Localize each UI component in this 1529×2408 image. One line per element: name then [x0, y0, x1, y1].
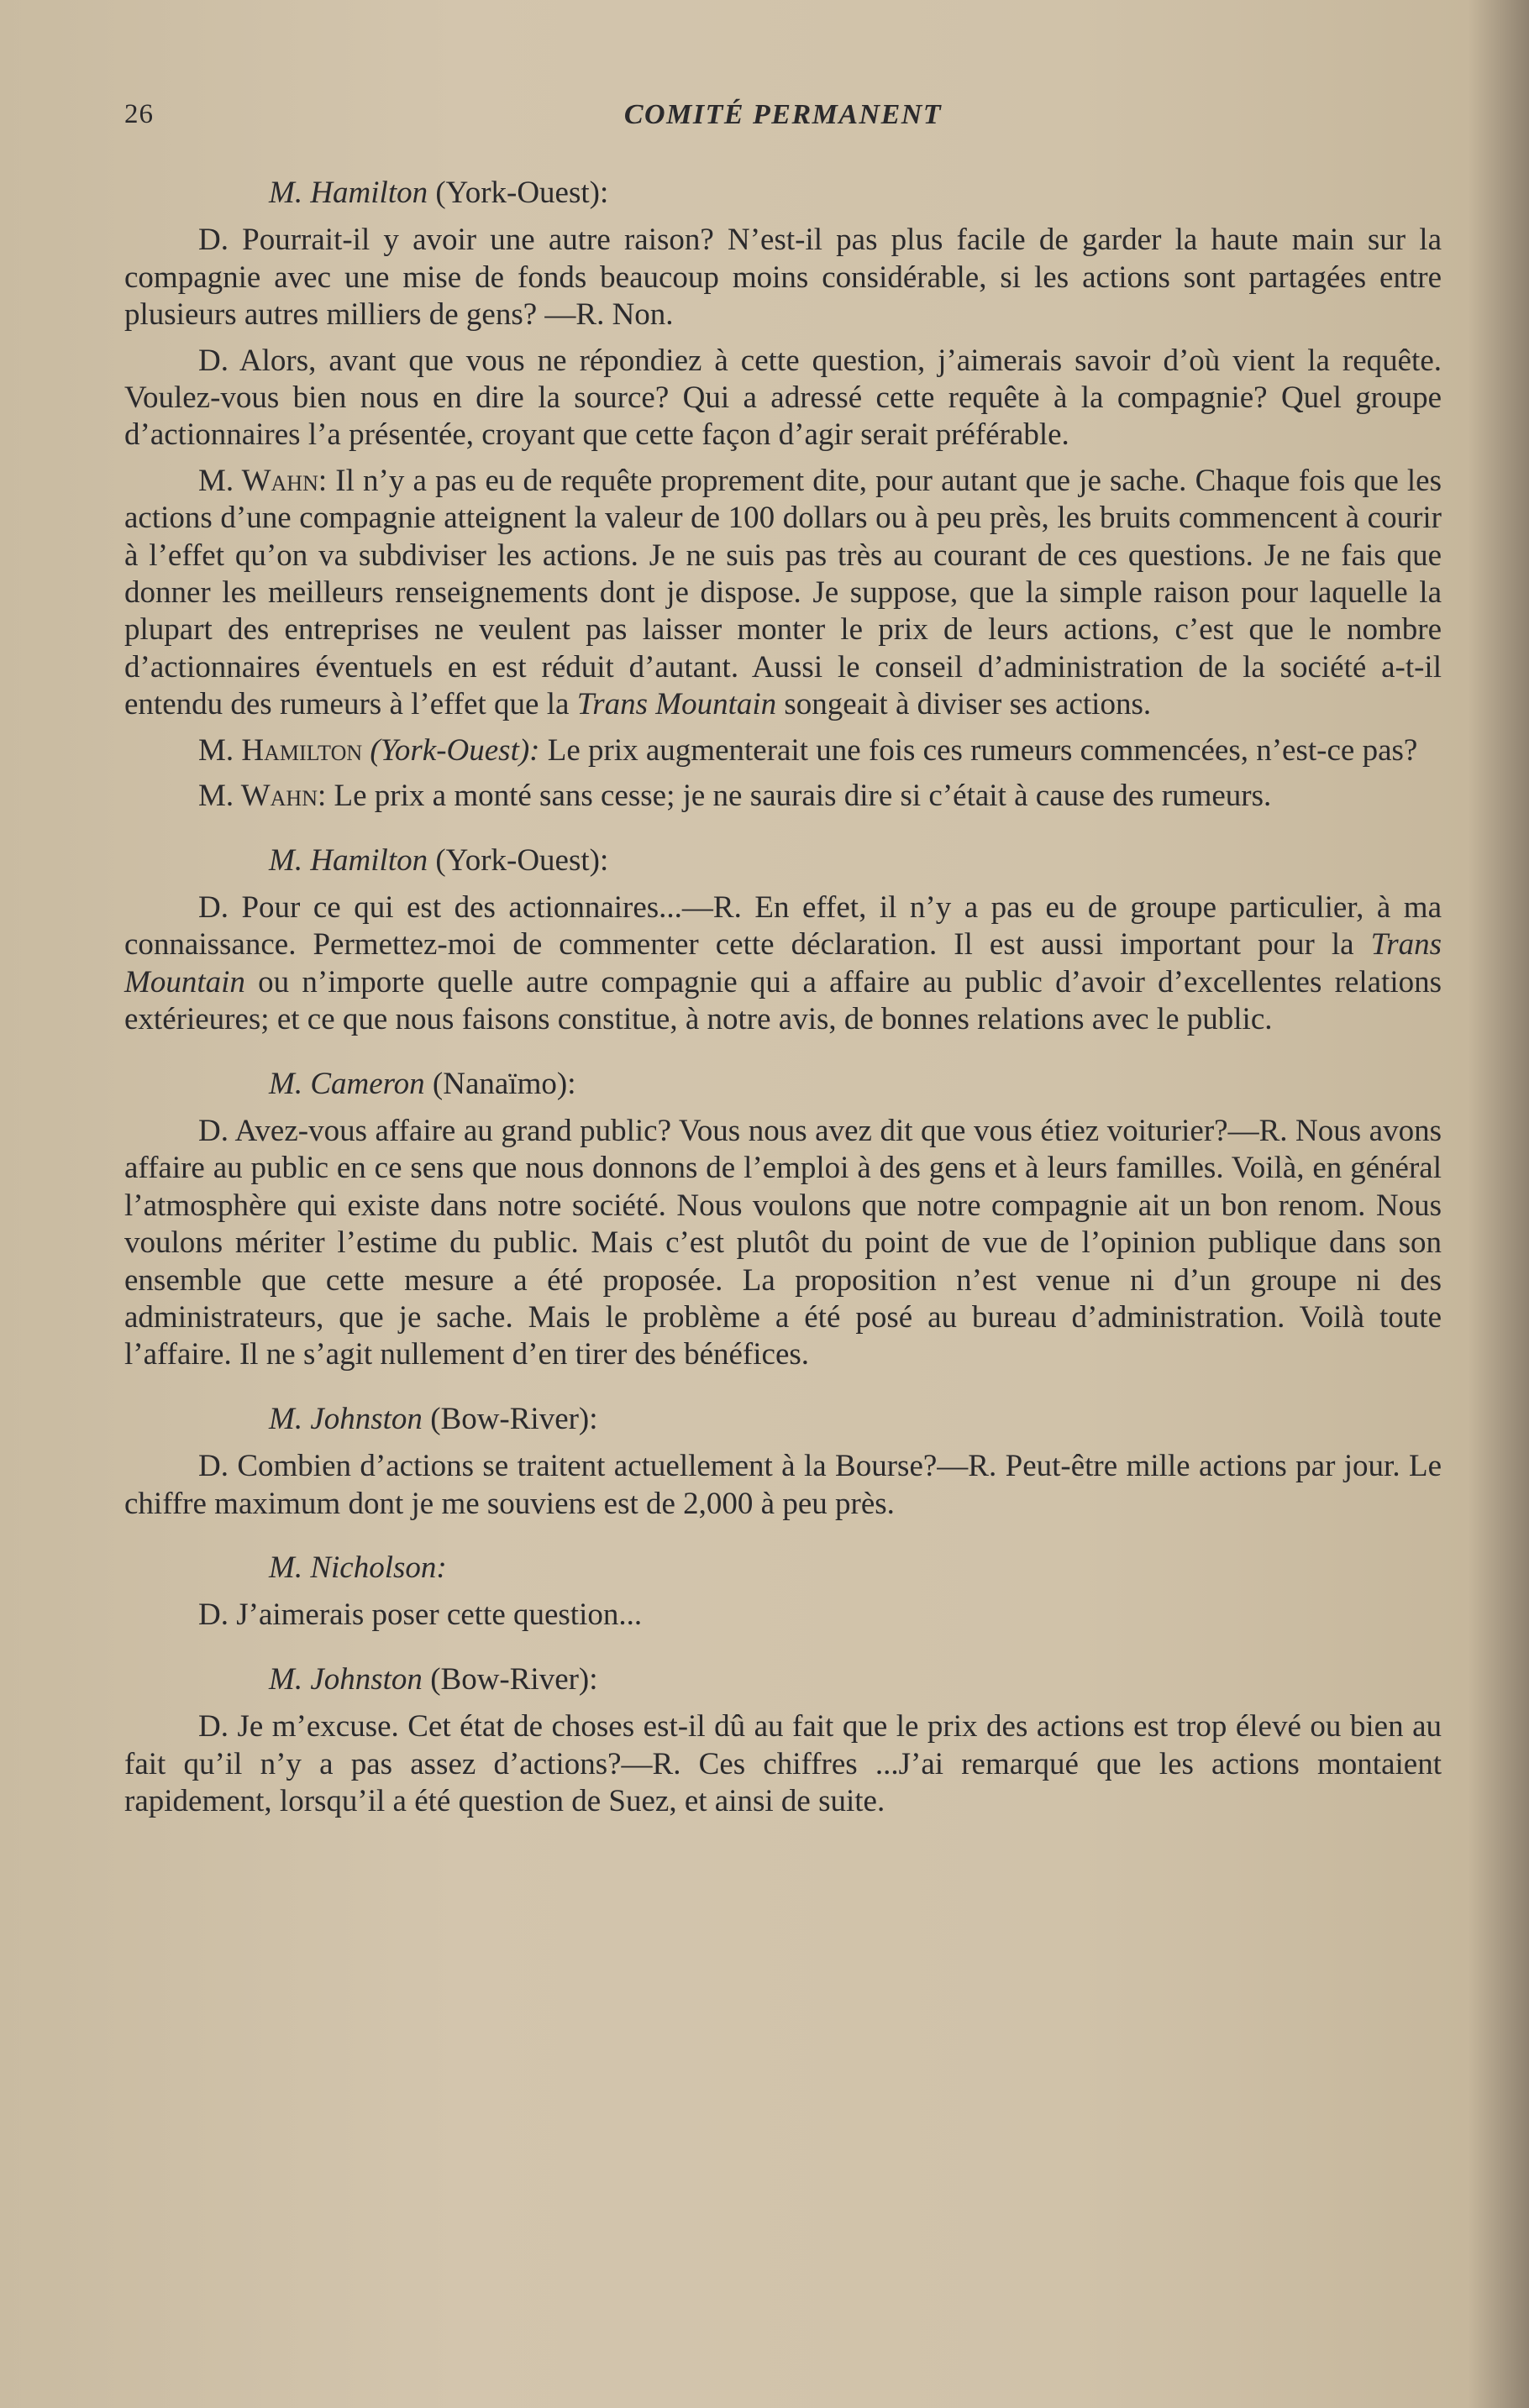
- speaker-name: M. Cameron: [269, 1066, 425, 1101]
- paragraph: D. Pourrait-il y avoir une autre raison? N’est-il pas plus facile de garder la haute main sur la compagnie avec une mise de fonds beaucoup moins considérable, si les actions sont partagées entre plusieurs autres milliers de gens? —R. Non.: [124, 223, 1442, 333]
- speaker-name: M. Johnston: [269, 1401, 423, 1436]
- speaker-riding: (Bow-River):: [430, 1661, 598, 1697]
- paragraph: D. Avez-vous affaire au grand public? Vous nous avez dit que vous étiez voiturier?—R. Nous avons affaire au public en ce sens que nous donnons de l’emploi à des gens et à leurs familles. Voilà, en général l’atmosphère qui existe dans notre société. Nous voulons que notre compagnie ait un bon renom. Nous voulons mériter l’estime du public. Mais c’est plutôt du point de vue de l’opinion publique dans son ensemble que cette mesure a été proposée. La proposition n’est venue ni d’un groupe ni des administrateurs, que je sache. Mais le problème a été posé au bureau d’administration. Voilà toute l’affaire. Il ne s’agit nullement d’en tirer des bénéfices.: [124, 1113, 1442, 1372]
- speaker-heading: [124, 842, 1442, 879]
- speaker-heading: [124, 1066, 1442, 1103]
- running-head: COMITÉ PERMANENT: [623, 99, 943, 130]
- page-header: [124, 99, 1442, 139]
- speaker-riding: (York-Ouest):: [370, 732, 540, 768]
- paragraph: D. Je m’excuse. Cet état de choses est-il dû au fait que le prix des actions est trop élevé ou bien au fait qu’il n’y a pas assez d’actions?—R. Ces chiffres ...J’ai remarqué que les actions montaient rapidement, lorsqu’il a été question de Suez, et ainsi de suite.: [124, 1709, 1442, 1819]
- speaker-riding: (Nanaïmo):: [432, 1066, 576, 1101]
- speaker-heading: [124, 1401, 1442, 1438]
- paragraph: [124, 732, 1442, 769]
- paragraph-text: Le prix augmenterait une fois ces rumeurs commencées, n’est-ce pas?: [547, 732, 1418, 768]
- paragraph: [124, 778, 1442, 815]
- paragraph-text: Il n’y a pas eu de requête proprement dite, pour autant que je sache. Chaque fois que les actions d’une compagnie atteignent la valeur de 100 dollars ou à peu près, les bruits commencent à courir à l’effet qu’on va subdiviser les actions. Je ne suis pas très au courant de ces questions. Je ne fais que donner les meilleurs renseignements dont je dispose. Je suppose, que la simple raison pour laquelle la plupart des entreprises ne veulent pas laisser monter le prix de leurs actions, c’est que le nombre d’actionnaires éventuels en est réduit d’autant. Aussi le conseil d’administration de la société a-t-il entendu des rumeurs à l’effet que la: [124, 463, 1442, 722]
- paragraph: D. J’aimerais poser cette question...: [198, 1597, 643, 1633]
- company-name: Trans Mountain: [576, 687, 777, 722]
- speaker-name: M. Hamilton: [269, 842, 428, 878]
- speaker-name: M. Wahn:: [198, 779, 327, 814]
- speaker-riding: (York-Ouest):: [435, 176, 609, 210]
- speaker-heading: [124, 175, 1442, 212]
- paragraph: D. Combien d’actions se traitent actuellement à la Bourse?—R. Peut-être mille actions par jour. Le chiffre maximum dont je me souviens est de 2,000 à peu près.: [124, 1449, 1442, 1521]
- speaker-name: M. Nicholson:: [269, 1550, 447, 1585]
- speaker-heading: [124, 1550, 1442, 1587]
- speaker-riding: (Bow-River):: [430, 1401, 598, 1436]
- page-number: 26: [124, 99, 154, 129]
- company-name: Trans Mountain: [124, 927, 1442, 999]
- speaker-name: M. Hamilton: [198, 732, 363, 768]
- speaker-heading: [124, 1661, 1442, 1698]
- paragraph-text: D. Pour ce qui est des actionnaires...—R. En effet, il n’y a pas eu de groupe particulier, à ma connaissance. Permettez-moi de commenter cette déclaration. Il est aussi important pour la: [124, 889, 1442, 963]
- paragraph: D. Alors, avant que vous ne répondiez à cette question, j’aimerais savoir d’où vient la requête. Voulez-vous bien nous en dire la source? Qui a adressé cette requête à la compagnie? Quel groupe d’actionnaires l’a présentée, croyant que cette façon d’agir serait préférable.: [124, 343, 1442, 453]
- paragraph-text: Le prix a monté sans cesse; je ne saurais dire si c’était à cause des rumeurs.: [334, 779, 1272, 814]
- paragraph: [124, 463, 1442, 724]
- speaker-name: M. Hamilton: [269, 176, 428, 210]
- speaker-name: M. Wahn:: [198, 463, 328, 498]
- speaker-name: M. Johnston: [269, 1661, 423, 1697]
- speaker-riding: (York-Ouest):: [435, 842, 609, 878]
- paragraph-text: ou n’importe quelle autre compagnie qui a affaire au public d’avoir d’excellentes relations extérieures; et ce que nous faisons constitue, à notre avis, de bonnes relations avec le public.: [124, 964, 1442, 1037]
- page-body: [124, 175, 1442, 1828]
- paragraph-text: songeait à diviser ses actions.: [784, 687, 1152, 722]
- paragraph: [124, 889, 1442, 1039]
